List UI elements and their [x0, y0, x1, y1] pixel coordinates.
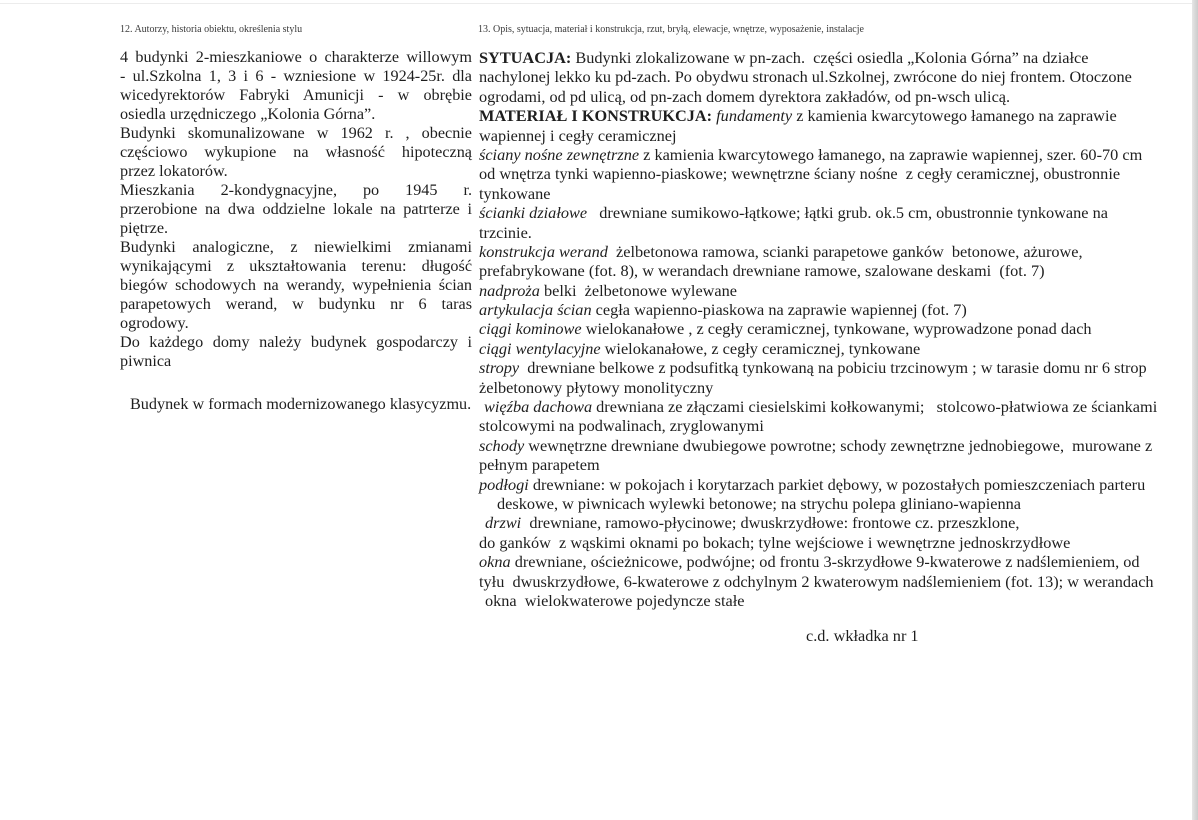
text-run: drewniane: w pokojach i korytarzach parkiet dębowy, w pozostałych pomieszczeniach parteru	[528, 474, 1146, 494]
text-run: cegła wapienno-piaskowa na zaprawie wapiennej (fot. 7)	[591, 300, 967, 320]
text-run: ogrodami, od pd ulicą, od pn-zach domem dyrektora zakładów, od pn-wsch ulicą.	[479, 86, 1011, 106]
element-term: ścianki działowe	[479, 203, 588, 223]
text-run: drewniane, ramowo-płycinowe; dwuskrzydłowe: frontowe cz. przeszklone,	[521, 513, 1020, 533]
text-line	[479, 319, 1179, 338]
text-line	[479, 126, 1179, 145]
paragraph	[120, 124, 472, 181]
text-run: okna wielokwaterowe pojedyncze stałe	[485, 590, 745, 610]
section-heading: MATERIAŁ I KONSTRUKCJA:	[479, 106, 717, 126]
text-line	[479, 106, 1179, 125]
text-line: ogrodowy.	[120, 314, 189, 332]
text-line	[479, 436, 1179, 455]
section-13-header: 13. Opis, sytuacja, materiał i konstrukcja, rzut, bryłą, elewacje, wnętrze, wyposażenie, instalacje	[478, 24, 864, 35]
text-line	[479, 300, 1179, 319]
text-line	[479, 397, 1179, 416]
text-line: Budynki skomunalizowane w 1962 r. , obecnie	[120, 124, 472, 142]
text-line	[479, 145, 1179, 164]
text-line	[479, 48, 1179, 67]
text-run: wielokanałowe, z cegły ceramicznej, tynkowane	[600, 338, 921, 358]
text-run: stolcowymi na podwalinach, zryglowanymi	[479, 416, 764, 436]
element-term: artykulacja ścian	[479, 300, 592, 320]
text-run: żelbetonowy płytowy monolityczny	[479, 377, 714, 397]
text-line	[479, 87, 1179, 106]
text-line	[479, 572, 1179, 591]
paragraph	[120, 48, 472, 124]
text-run: trzcinie.	[479, 222, 532, 242]
element-term: okna	[479, 552, 511, 572]
continuation-note: c.d. wkładka nr 1	[806, 626, 919, 645]
text-line: 4 budynki 2-mieszkaniowe o charakterze willowym	[120, 48, 472, 66]
text-run: drewniane belkowe z podsufitką tynkowaną na pobiciu trzcinowym ; w tarasie domu nr 6 strop	[519, 358, 1147, 378]
text-line	[479, 378, 1179, 397]
text-run: drewniane sumikowo-łątkowe; łątki grub. ok.5 cm, obustronnie tynkowane na	[587, 203, 1108, 223]
text-line: piętrze.	[120, 219, 169, 237]
text-run: do ganków z wąskimi oknami po bokach; tylne wejściowe i wewnętrzne jednoskrzydłowe	[479, 532, 1071, 552]
text-line	[479, 261, 1179, 280]
text-run: pełnym parapetem	[479, 455, 600, 475]
paragraph	[120, 238, 472, 333]
text-run: deskowe, w piwnicach wylewki betonowe; na strychu polepa gliniano-wapienna	[497, 493, 1022, 513]
text-run: nachylonej lekko ku pd-zach. Po obydwu stronach ul.Szkolnej, zwrócone do niej frontem. Otoczone	[479, 67, 1132, 87]
text-run: żelbetonowa ramowa, scianki parapetowe ganków betonowe, ażurowe,	[607, 241, 1083, 261]
text-line	[479, 164, 1179, 183]
section-heading: SYTUACJA:	[479, 48, 572, 67]
text-run: wielokanałowe , z cegły ceramicznej, tynkowane, wyprowadzone ponad dach	[581, 319, 1092, 339]
text-line	[479, 242, 1179, 261]
text-line	[479, 339, 1179, 358]
text-line: Do każdego domy należy budynek gospodarczy i	[120, 333, 472, 351]
paragraph	[120, 181, 472, 238]
element-term: nadproża	[479, 280, 540, 300]
description-construction-section	[479, 48, 1179, 610]
text-line	[479, 358, 1179, 377]
text-line	[479, 184, 1179, 203]
text-line: - ul.Szkolna 1, 3 i 6 - wzniesione w 1924-25r. dla	[120, 67, 472, 85]
text-line: osiedla urzędniczego „Kolonia Górna”.	[120, 105, 376, 123]
text-line	[479, 513, 1179, 532]
element-term: ciągi kominowe	[479, 319, 582, 339]
text-line: Budynek w formach modernizowanego klasycyzmu.	[130, 395, 472, 413]
text-line: wynikającymi z ukształtowania terenu: długość	[120, 257, 472, 275]
text-line: przez lokatorów.	[120, 162, 228, 180]
text-run: tynkowane	[479, 183, 551, 203]
text-line	[479, 591, 1179, 610]
paragraph	[120, 333, 472, 371]
text-run: tyłu dwuskrzydłowe, 6-kwaterowe z odchylnym 2 kwaterowym nadślemieniem (fot. 13); w werandach	[479, 571, 1154, 591]
text-run: od wnętrza tynki wapienno-piaskowe; wewnętrzne ściany nośne z cegły ceramicznej, obustronnie	[479, 164, 1121, 184]
text-line: biegów schodowych na werandy, wypełnienia ścian	[120, 276, 472, 294]
scan-top-rule	[0, 3, 1192, 4]
text-run: z kamienia kwarcytowego łamanego, na zaprawie wapiennej, szer. 60-70 cm	[639, 144, 1143, 164]
text-run: z kamienia kwarcytowego łamanego na zaprawie	[792, 106, 1117, 126]
text-run: prefabrykowane (fot. 8), w werandach drewniane ramowe, szalowane deskami (fot. 7)	[479, 261, 1045, 281]
text-line	[479, 281, 1179, 300]
text-line: parapetowych werand, w budynku nr 6 taras	[120, 295, 472, 313]
element-term: ściany nośne zewnętrzne	[479, 144, 640, 164]
element-term: fundamenty	[716, 106, 793, 126]
authors-history-style-section	[120, 48, 472, 414]
element-term: więźba dachowa	[484, 397, 593, 417]
section-12-header: 12. Autorzy, historia obiektu, określenia stylu	[120, 24, 303, 35]
text-line	[479, 475, 1179, 494]
text-line: piwnica	[120, 352, 172, 370]
text-line	[479, 203, 1179, 222]
text-line	[479, 223, 1179, 242]
element-term: schody	[479, 435, 525, 455]
element-term: stropy	[479, 358, 520, 378]
text-line: częściowo wykupione na własność hipoteczną	[120, 143, 472, 161]
text-line	[479, 552, 1179, 571]
element-term: podłogi	[479, 474, 529, 494]
text-line	[479, 67, 1179, 86]
text-line	[479, 494, 1179, 513]
text-run: belki żelbetonowe wylewane	[539, 280, 738, 300]
paragraph	[120, 395, 472, 414]
text-line	[479, 416, 1179, 435]
text-run: Budynki zlokalizowane w pn-zach. części osiedla „Kolonia Górna” na działce	[571, 48, 1089, 67]
element-term: drzwi	[485, 513, 522, 533]
element-term: konstrukcja werand	[479, 241, 608, 261]
text-line	[479, 455, 1179, 474]
text-run: wapiennej i cegły ceramicznej	[479, 125, 677, 145]
text-line: Budynki analogiczne, z niewielkimi zmianami	[120, 238, 472, 256]
scan-edge	[1192, 0, 1198, 820]
text-line: przerobione na dwa oddzielne lokale na patrterze i	[120, 200, 472, 218]
text-line	[479, 533, 1179, 552]
element-term: ciągi wentylacyjne	[479, 338, 601, 358]
text-run: drewniane, ościeżnicowe, podwójne; od frontu 3-skrzydłowe 9-kwaterowe z nadślemieniem, od	[510, 552, 1140, 572]
text-line: Mieszkania 2-kondygnacyjne, po 1945 r.	[120, 181, 472, 199]
text-run: wewnętrzne drewniane dwubiegowe powrotne; schody zewnętrzne jednobiegowe, murowane z	[524, 435, 1153, 455]
text-run: drewniana ze złączami ciesielskimi kołkowanymi; stolcowo-płatwiowa ze ściankami	[592, 397, 1158, 417]
text-line: wicedyrektorów Fabryki Amunicji - w obrębie	[120, 86, 472, 104]
